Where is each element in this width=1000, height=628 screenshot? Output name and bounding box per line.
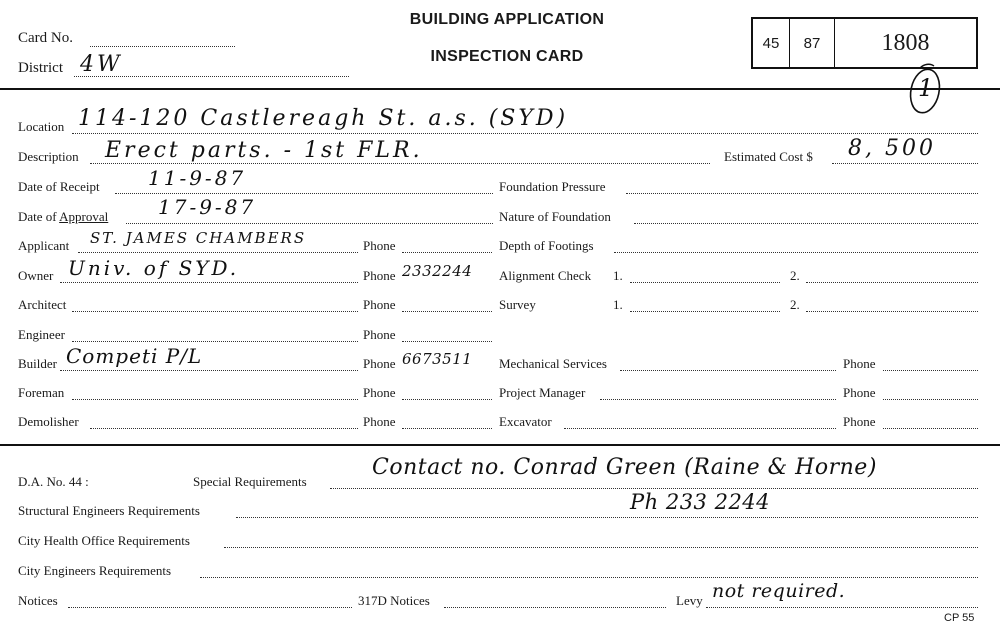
notices-317d-label: 317D Notices bbox=[358, 593, 430, 608]
owner-field[interactable] bbox=[60, 282, 358, 283]
card-no-field[interactable] bbox=[90, 46, 235, 47]
architect-field[interactable] bbox=[72, 311, 358, 312]
city-eng-label: City Engineers Requirements bbox=[18, 563, 172, 578]
foundation-pressure-label: Foundation Pressure bbox=[499, 179, 606, 194]
box-cell-3: 1808 bbox=[881, 29, 930, 56]
builder-phone-label: Phone bbox=[363, 356, 396, 371]
health-field[interactable] bbox=[224, 547, 978, 548]
notices-label: Notices bbox=[18, 593, 58, 608]
form-subtitle: INSPECTION CARD bbox=[430, 48, 584, 65]
box-cell-2: 87 bbox=[803, 34, 821, 52]
alignment-check-num2: 2. bbox=[790, 268, 800, 283]
excavator-label: Excavator bbox=[499, 414, 552, 429]
circled-mark bbox=[900, 60, 950, 120]
builder-value: Competi P/L bbox=[66, 344, 203, 368]
description-label: Description bbox=[18, 149, 79, 164]
special-req-value: Contact no. Conrad Green (Raine & Horne) bbox=[372, 455, 877, 480]
city-eng-field[interactable] bbox=[200, 577, 978, 578]
project-manager-field[interactable] bbox=[600, 399, 836, 400]
box-cell-1: 45 bbox=[762, 34, 780, 52]
date-approval-field[interactable] bbox=[126, 223, 493, 224]
survey-num1: 1. bbox=[613, 297, 623, 312]
builder-phone-value: 6673511 bbox=[402, 350, 473, 368]
applicant-label: Applicant bbox=[18, 238, 70, 253]
form-code: CP 55 bbox=[944, 612, 975, 624]
foundation-pressure-field[interactable] bbox=[626, 193, 978, 194]
architect-phone-label: Phone bbox=[363, 297, 396, 312]
demolisher-phone-field[interactable] bbox=[402, 428, 492, 429]
special-req-value-line2: Ph 233 2244 bbox=[630, 490, 771, 514]
special-req-label: Special Requirements bbox=[193, 474, 307, 489]
levy-value: not required. bbox=[712, 580, 846, 602]
survey-num2: 2. bbox=[790, 297, 800, 312]
foreman-field[interactable] bbox=[72, 399, 358, 400]
middle-rule bbox=[0, 444, 1000, 446]
da-no-label: D.A. No. 44 : bbox=[18, 474, 89, 489]
survey-field-2[interactable] bbox=[806, 311, 978, 312]
alignment-check-field-2[interactable] bbox=[806, 282, 978, 283]
mechanical-field[interactable] bbox=[620, 370, 836, 371]
form-title: BUILDING APPLICATION bbox=[409, 11, 605, 28]
levy-label: Levy bbox=[676, 593, 703, 608]
date-approval-value: 17-9-87 bbox=[158, 195, 257, 219]
owner-value: Univ. of SYD. bbox=[68, 256, 240, 280]
applicant-phone-label: Phone bbox=[363, 238, 396, 253]
excavator-phone-field[interactable] bbox=[883, 428, 978, 429]
estimated-cost-value: 8, 500 bbox=[848, 136, 936, 161]
depth-footings-label: Depth of Footings bbox=[499, 238, 594, 253]
card-no-label: Card No. bbox=[18, 30, 73, 46]
location-label: Location bbox=[18, 119, 65, 134]
survey-field-1[interactable] bbox=[630, 311, 780, 312]
demolisher-field[interactable] bbox=[90, 428, 358, 429]
structural-field[interactable] bbox=[236, 517, 978, 518]
demolisher-label: Demolisher bbox=[18, 414, 79, 429]
owner-label: Owner bbox=[18, 268, 54, 283]
engineer-phone-label: Phone bbox=[363, 327, 396, 342]
health-label: City Health Office Requirements bbox=[18, 533, 190, 548]
engineer-field[interactable] bbox=[72, 341, 358, 342]
notices-317d-field[interactable] bbox=[444, 607, 666, 608]
date-approval-prefix: Date of bbox=[18, 209, 60, 224]
mechanical-phone-field[interactable] bbox=[883, 370, 978, 371]
description-value: Erect parts. - 1st FLR. bbox=[105, 138, 423, 163]
description-field[interactable] bbox=[90, 163, 710, 164]
engineer-phone-field[interactable] bbox=[402, 341, 492, 342]
date-receipt-field[interactable] bbox=[115, 193, 493, 194]
nature-foundation-field[interactable] bbox=[634, 223, 978, 224]
architect-label: Architect bbox=[18, 297, 67, 312]
levy-field[interactable] bbox=[706, 607, 978, 608]
special-req-field[interactable] bbox=[330, 488, 978, 489]
date-approval-word: Approval bbox=[59, 209, 109, 224]
architect-phone-field[interactable] bbox=[402, 311, 492, 312]
date-approval-label bbox=[18, 209, 108, 225]
survey-label: Survey bbox=[499, 297, 536, 312]
excavator-phone-label: Phone bbox=[843, 414, 876, 429]
estimated-cost-field[interactable] bbox=[832, 163, 978, 164]
demolisher-phone-label: Phone bbox=[363, 414, 396, 429]
builder-label: Builder bbox=[18, 356, 57, 371]
location-value: 114-120 Castlereagh St. a.s. (SYD) bbox=[78, 106, 569, 131]
alignment-check-field-1[interactable] bbox=[630, 282, 780, 283]
nature-foundation-label: Nature of Foundation bbox=[499, 209, 611, 224]
foreman-phone-field[interactable] bbox=[402, 399, 492, 400]
project-manager-phone-field[interactable] bbox=[883, 399, 978, 400]
engineer-label: Engineer bbox=[18, 327, 65, 342]
alignment-check-label: Alignment Check bbox=[499, 268, 592, 283]
excavator-field[interactable] bbox=[564, 428, 836, 429]
district-label: District bbox=[18, 60, 63, 76]
project-manager-label: Project Manager bbox=[499, 385, 586, 400]
district-value: 4W bbox=[80, 52, 123, 77]
mechanical-label: Mechanical Services bbox=[499, 356, 607, 371]
location-field[interactable] bbox=[72, 133, 978, 134]
applicant-field[interactable] bbox=[78, 252, 358, 253]
applicant-value: ST. JAMES CHAMBERS bbox=[90, 229, 307, 247]
date-receipt-value: 11-9-87 bbox=[148, 166, 247, 190]
project-manager-phone-label: Phone bbox=[843, 385, 876, 400]
builder-field[interactable] bbox=[60, 370, 358, 371]
owner-phone-label: Phone bbox=[363, 268, 396, 283]
applicant-phone-field[interactable] bbox=[402, 252, 492, 253]
foreman-label: Foreman bbox=[18, 385, 65, 400]
date-receipt-label: Date of Receipt bbox=[18, 179, 100, 194]
notices-field[interactable] bbox=[68, 607, 352, 608]
mechanical-phone-label: Phone bbox=[843, 356, 876, 371]
top-rule bbox=[0, 88, 1000, 90]
foreman-phone-label: Phone bbox=[363, 385, 396, 400]
structural-label: Structural Engineers Requirements bbox=[18, 503, 200, 518]
circled-mark-text: 1 bbox=[918, 74, 934, 102]
alignment-check-num1: 1. bbox=[613, 268, 623, 283]
owner-phone-value: 2332244 bbox=[402, 262, 473, 280]
estimated-cost-label: Estimated Cost $ bbox=[724, 149, 813, 164]
depth-footings-field[interactable] bbox=[614, 252, 978, 253]
